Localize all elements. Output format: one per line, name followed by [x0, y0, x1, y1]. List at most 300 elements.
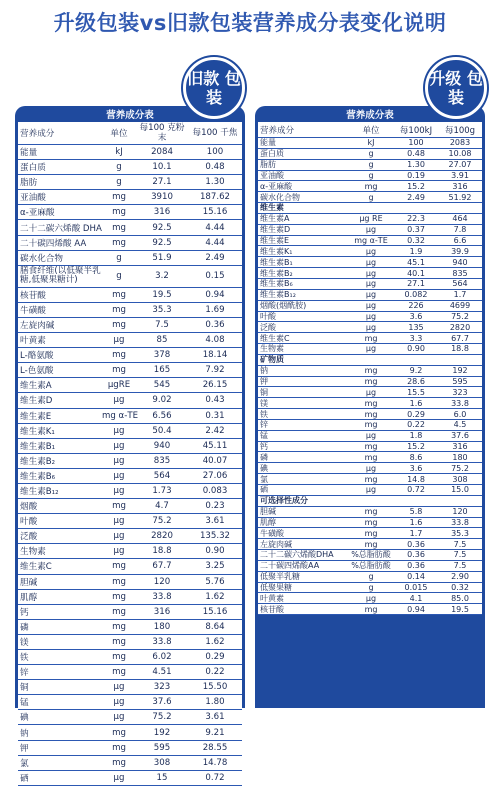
new-nutrient-unit: g [368, 160, 374, 170]
old-value-col1: 545 [153, 380, 171, 391]
new-value-col2: 75.2 [451, 311, 469, 321]
new-nutrient-unit: mg [364, 539, 378, 549]
old-nutrient-unit: μg [113, 682, 125, 693]
old-nutrient-unit: mg [112, 289, 126, 300]
old-value-col1: 564 [153, 470, 171, 481]
old-table-row [18, 378, 242, 393]
new-table-row [258, 268, 482, 279]
new-value-col1: 14.8 [407, 474, 425, 484]
old-nutrient-name: 维生素B₆ [20, 471, 56, 482]
old-value-col1: 3910 [151, 192, 173, 203]
old-value-col2: 0.72 [205, 772, 225, 783]
new-table-row [258, 279, 482, 290]
new-value-col1: 15.5 [407, 387, 425, 397]
new-nutrition-panel [255, 106, 485, 708]
old-nutrient-name: 叶酸 [20, 517, 38, 528]
old-nutrient-unit: μg [113, 486, 125, 497]
new-value-col2: 1.7 [453, 290, 467, 300]
old-table-row [18, 725, 242, 740]
old-nutrient-unit: mg [112, 742, 126, 753]
old-nutrient-unit: mg [112, 222, 126, 233]
new-value-col1: 1.9 [409, 246, 423, 256]
old-table-row [18, 190, 242, 205]
new-value-col1: 0.082 [404, 290, 428, 300]
old-table-row [18, 484, 242, 499]
old-nutrient-unit: g [116, 162, 122, 173]
old-nutrient-name: L-酪氨酸 [20, 351, 54, 362]
new-table-row [258, 593, 482, 604]
old-nutrient-name: 生物素 [20, 547, 46, 558]
new-nutrient-name: 蛋白质 [260, 149, 284, 159]
old-value-col2: 0.083 [202, 486, 228, 497]
old-nutrient-name: 钠 [20, 728, 29, 739]
new-value-col2: 6.6 [453, 236, 467, 246]
new-value-col1: 226 [408, 301, 424, 311]
new-value-col1: 1.30 [407, 160, 425, 170]
new-value-col2: 6.0 [453, 409, 467, 419]
new-table-row [258, 344, 482, 355]
old-value-col2: 3.25 [205, 561, 225, 572]
old-nutrient-unit: μg [113, 425, 125, 436]
new-table-row [258, 377, 482, 388]
new-nutrient-name: 维生素B₁ [260, 257, 293, 267]
new-value-col1: 45.1 [407, 257, 425, 267]
new-value-col2: 19.5 [451, 604, 469, 614]
old-nutrient-name: 蛋白质 [20, 163, 46, 174]
new-nutrient-name: 钙 [260, 442, 268, 452]
old-nutrient-unit: μg [113, 440, 125, 451]
new-nutrient-name: 生物素 [260, 344, 284, 354]
old-value-col1: 33.8 [152, 636, 172, 647]
new-value-col2: 4699 [449, 301, 471, 311]
old-nutrition-panel [15, 106, 245, 784]
old-value-col1: 2084 [151, 147, 173, 158]
new-value-col1: 0.22 [407, 420, 425, 430]
old-value-col1: 165 [153, 365, 171, 376]
new-table-row [258, 301, 482, 312]
old-nutrient-name: 烟酸 [20, 502, 38, 513]
old-value-col1: 4.51 [152, 667, 172, 678]
old-value-col1: 33.8 [152, 591, 172, 602]
new-table-row [258, 431, 482, 442]
new-value-col2: 0.32 [451, 583, 469, 593]
new-nutrient-name: 维生素B₆ [260, 279, 293, 289]
old-nutrient-name: 维生素B₁₂ [20, 487, 59, 498]
new-nutrient-unit: mg [364, 420, 378, 430]
new-table-row [258, 572, 482, 583]
new-table-row [258, 496, 482, 507]
old-value-col1: 316 [153, 606, 171, 617]
old-nutrient-name: 左旋肉碱 [20, 320, 55, 331]
new-value-col2: 120 [452, 507, 468, 517]
old-value-col1: 4.7 [155, 501, 169, 512]
old-value-col2: 2.42 [205, 425, 225, 436]
new-table-row [258, 561, 482, 572]
new-nutrient-unit: mg [364, 398, 378, 408]
new-nutrient-name: 铜 [260, 387, 268, 397]
new-nutrient-unit: μg [365, 257, 377, 267]
old-table-row [18, 288, 242, 303]
new-value-col1: 0.37 [407, 225, 425, 235]
new-nutrient-name: 二十碳四烯酸AA [260, 561, 320, 571]
new-value-col1: 1.6 [409, 398, 423, 408]
old-table-row [18, 499, 242, 514]
old-value-col1: 378 [153, 350, 171, 361]
new-table-row [258, 214, 482, 225]
old-value-col2: 0.48 [205, 162, 225, 173]
new-nutrient-name: 二十二碳六烯酸DHA [260, 550, 334, 560]
new-value-col1: 1.7 [409, 528, 423, 538]
old-nutrient-name: 碘 [20, 713, 29, 724]
old-nutrient-name: 亚油酸 [20, 193, 46, 204]
old-value-col2: 1.80 [205, 697, 225, 708]
new-nutrient-name: 牛磺酸 [260, 528, 284, 538]
new-nutrient-name: 肌醇 [260, 517, 276, 527]
new-value-col2: 39.9 [451, 246, 469, 256]
new-table-row [258, 442, 482, 453]
old-nutrient-unit: mg [112, 561, 126, 572]
new-nutrient-unit: g [368, 149, 374, 159]
old-value-col2: 0.94 [205, 289, 225, 300]
new-nutrient-unit: mg α-TE [354, 236, 388, 246]
new-nutrient-name: 左旋肉碱 [260, 539, 292, 549]
new-table-row [258, 485, 482, 496]
old-nutrient-unit: μg [113, 335, 125, 346]
new-value-col1: 3.6 [409, 463, 423, 473]
new-value-col2: 2.90 [451, 572, 469, 582]
old-nutrient-unit: mg [112, 621, 126, 632]
new-value-col2: 940 [452, 257, 468, 267]
old-table-row [18, 454, 242, 469]
old-value-col2: 9.21 [205, 727, 225, 738]
old-table-row [18, 650, 242, 665]
new-nutrient-unit: mg [364, 409, 378, 419]
old-value-col2: 3.61 [205, 516, 225, 527]
old-table-row [18, 756, 242, 771]
old-nutrient-name: 膳食纤维(以低聚半乳糖,低聚果糖计) [20, 266, 101, 286]
new-nutrient-name: 烟酸(烟酰胺) [260, 301, 307, 311]
old-value-col1: 10.1 [152, 162, 172, 173]
new-nutrient-unit: μg [365, 387, 377, 397]
old-nutrient-name: 硒 [20, 773, 29, 784]
new-table-row [258, 398, 482, 409]
old-nutrient-unit: mg [112, 757, 126, 768]
old-nutrient-name: 泛酸 [20, 532, 38, 543]
old-value-col1: 18.8 [152, 546, 172, 557]
new-value-col2: 180 [452, 452, 468, 462]
new-table-row [258, 290, 482, 301]
old-value-col1: 308 [153, 757, 171, 768]
old-value-col2: 7.92 [205, 365, 225, 376]
old-nutrient-unit: μg [113, 531, 125, 542]
new-header-col1: 每100kJ [399, 125, 433, 136]
old-header-unit: 单位 [110, 129, 128, 139]
old-nutrient-name: 维生素B₁ [20, 441, 56, 452]
new-nutrient-name: 钠 [260, 366, 268, 376]
new-nutrient-name: 维生素 [260, 203, 284, 213]
old-value-col1: 316 [153, 207, 171, 218]
old-nutrient-name: 能量 [20, 148, 38, 159]
new-value-col1: 40.1 [407, 268, 425, 278]
old-table-row [18, 741, 242, 756]
old-value-col2: 28.55 [202, 742, 228, 753]
new-value-col2: 464 [452, 214, 468, 224]
old-value-col2: 0.43 [205, 395, 225, 406]
old-value-col1: 67.7 [152, 561, 172, 572]
new-value-col1: 2.49 [407, 192, 425, 202]
old-nutrient-name: 氯 [20, 758, 29, 769]
new-table-row [258, 420, 482, 431]
new-nutrient-name: 叶酸 [260, 311, 276, 321]
new-value-col2: 2820 [449, 322, 471, 332]
old-value-col1: 6.02 [152, 652, 172, 663]
new-value-col2: 835 [452, 268, 468, 278]
old-table-row [18, 469, 242, 484]
new-nutrient-unit: mg [364, 604, 378, 614]
new-value-col2: 564 [452, 279, 468, 289]
old-nutrient-unit: mg [112, 501, 126, 512]
new-value-col1: 0.19 [407, 170, 425, 180]
old-nutrient-name: 钙 [20, 607, 29, 618]
new-value-col2: 15.0 [451, 485, 469, 495]
new-table-row [258, 203, 482, 214]
old-nutrient-name: 维生素D [20, 396, 53, 407]
old-nutrient-name: 铜 [20, 683, 29, 694]
old-table-row [18, 409, 242, 424]
new-value-col2: 7.5 [453, 539, 467, 549]
old-table-row [18, 333, 242, 348]
new-header-col2: 每100g [444, 125, 476, 136]
old-table-row [18, 220, 242, 235]
old-value-col1: 92.5 [152, 237, 172, 248]
new-nutrient-name: 脂肪 [260, 160, 276, 170]
old-value-col1: 75.2 [152, 516, 172, 527]
new-nutrient-name: 维生素A [260, 214, 290, 224]
old-nutrient-unit: μg [113, 516, 125, 527]
old-value-col2: 0.36 [205, 319, 225, 330]
new-nutrient-name: 碳水化合物 [260, 192, 300, 202]
old-value-col2: 135.32 [199, 531, 231, 542]
new-value-col1: 15.2 [407, 442, 425, 452]
new-value-col2: 7.5 [453, 550, 467, 560]
new-value-col2: 85.0 [451, 593, 469, 603]
old-value-col1: 1.73 [152, 486, 172, 497]
new-nutrient-unit: μg [365, 322, 377, 332]
new-table-row [258, 149, 482, 160]
new-nutrient-unit: mg [364, 517, 378, 527]
new-value-col1: 1.8 [409, 431, 423, 441]
new-nutrient-name: 维生素C [260, 333, 290, 343]
new-nutrient-name: 核苷酸 [260, 604, 284, 614]
old-value-col1: 180 [153, 621, 171, 632]
new-value-col2: 35.3 [451, 528, 469, 538]
new-nutrient-name: 低聚果糖 [260, 583, 292, 593]
old-nutrient-unit: kJ [115, 147, 123, 158]
new-value-col2: 10.08 [448, 149, 472, 159]
new-value-col2: 27.07 [448, 160, 472, 170]
old-table-row [18, 665, 242, 680]
new-table-row [258, 333, 482, 344]
new-value-col1: 0.14 [407, 572, 425, 582]
new-table-row [258, 236, 482, 247]
old-nutrient-unit: mg [112, 207, 126, 218]
new-nutrient-unit: mg [364, 507, 378, 517]
new-value-col1: 0.36 [407, 539, 425, 549]
old-nutrient-unit: mg [112, 652, 126, 663]
old-value-col1: 940 [153, 440, 171, 451]
old-table-row [18, 439, 242, 454]
new-value-col2: 308 [452, 474, 468, 484]
old-table-row [18, 514, 242, 529]
new-nutrient-unit: μg [365, 279, 377, 289]
old-value-col2: 0.31 [205, 410, 225, 421]
old-value-col2: 0.22 [205, 667, 225, 678]
new-nutrient-unit: mg [364, 181, 378, 191]
new-table-row [258, 138, 482, 149]
old-value-col2: 3.61 [205, 712, 225, 723]
new-nutrient-unit: μg [365, 431, 377, 441]
new-nutrient-name: 低聚半乳糖 [260, 572, 300, 582]
old-value-col1: 7.5 [155, 319, 169, 330]
new-nutrient-name: 泛酸 [260, 322, 276, 332]
new-value-col2: 67.7 [451, 333, 469, 343]
old-package-badge: 旧款 包装 [183, 57, 245, 119]
old-value-col2: 187.62 [199, 192, 231, 203]
new-value-col1: 3.6 [409, 311, 423, 321]
new-nutrient-unit: μg [365, 311, 377, 321]
new-table-row [258, 409, 482, 420]
old-value-col2: 100 [206, 147, 224, 158]
old-nutrient-name: 铁 [20, 653, 29, 664]
new-value-col1: 0.90 [407, 344, 425, 354]
new-package-badge: 升级 包装 [425, 57, 487, 119]
new-value-col1: 4.1 [409, 593, 423, 603]
new-nutrient-unit: μg [365, 290, 377, 300]
old-nutrient-unit: μg [113, 395, 125, 406]
old-nutrient-name: α-亚麻酸 [20, 208, 55, 219]
old-nutrient-name: 脂肪 [20, 178, 38, 189]
new-nutrient-name: 钾 [260, 376, 268, 386]
old-table-row [18, 680, 242, 695]
old-nutrient-name: L-色氨酸 [20, 366, 54, 377]
new-value-col2: 192 [452, 366, 468, 376]
new-nutrient-name: 维生素K₁ [260, 246, 293, 256]
new-value-col2: 75.2 [451, 463, 469, 473]
new-nutrition-table [258, 122, 482, 615]
old-value-col2: 15.16 [202, 207, 228, 218]
new-nutrient-unit: g [368, 583, 374, 593]
old-value-col2: 2.49 [205, 252, 225, 263]
old-table-row [18, 160, 242, 175]
old-table-row [18, 695, 242, 710]
old-value-col2: 45.11 [202, 440, 228, 451]
old-value-col1: 595 [153, 742, 171, 753]
new-nutrient-name: 氯 [260, 474, 268, 484]
new-value-col1: 5.8 [409, 507, 423, 517]
new-value-col1: 0.015 [404, 583, 428, 593]
old-nutrient-unit: μg [113, 546, 125, 557]
old-nutrient-name: 锌 [20, 668, 29, 679]
old-table-row [18, 205, 242, 220]
old-value-col2: 4.44 [205, 222, 225, 233]
old-table-row [18, 266, 242, 288]
old-nutrient-unit: g [116, 271, 122, 282]
new-nutrient-name: 亚油酸 [260, 170, 284, 180]
old-nutrient-unit: mg [112, 667, 126, 678]
new-value-col2: 18.8 [451, 344, 469, 354]
new-value-col2: 7.8 [453, 225, 467, 235]
new-nutrient-unit: kJ [367, 138, 375, 148]
old-value-col2: 8.64 [205, 621, 225, 632]
old-table-row [18, 393, 242, 408]
new-value-col1: 27.1 [407, 279, 425, 289]
old-nutrient-unit: mg [112, 727, 126, 738]
old-value-col2: 15.50 [202, 682, 228, 693]
new-value-col2: 316 [452, 442, 468, 452]
new-table-row [258, 355, 482, 366]
old-value-col2: 5.76 [205, 576, 225, 587]
new-value-col2: 33.8 [451, 398, 469, 408]
new-table-header [258, 122, 482, 138]
old-value-col1: 75.2 [152, 712, 172, 723]
old-table-row [18, 710, 242, 725]
old-nutrient-name: 核苷酸 [20, 290, 46, 301]
old-table-row [18, 605, 242, 620]
new-table-row [258, 507, 482, 518]
old-table-row [18, 529, 242, 544]
new-value-col2: 7.5 [453, 561, 467, 571]
new-nutrient-name: 维生素B₂ [260, 268, 293, 278]
old-value-col2: 15.16 [202, 606, 228, 617]
new-nutrient-name: 磷 [260, 452, 268, 462]
new-value-col1: 1.6 [409, 517, 423, 527]
old-value-col2: 1.30 [205, 177, 225, 188]
old-nutrient-name: 维生素E [20, 411, 52, 422]
new-table-row [258, 583, 482, 594]
new-nutrient-name: 铁 [260, 409, 268, 419]
new-nutrient-name: 锌 [260, 420, 268, 430]
new-value-col1: 8.6 [409, 452, 423, 462]
new-nutrient-unit: mg [364, 333, 378, 343]
old-value-col1: 51.9 [152, 252, 172, 263]
new-value-col1: 0.94 [407, 604, 425, 614]
old-nutrient-unit: μg [113, 772, 125, 783]
new-table-row [258, 474, 482, 485]
new-table-row [258, 528, 482, 539]
old-nutrient-name: 维生素B₂ [20, 456, 56, 467]
old-table-row [18, 635, 242, 650]
old-panel-heading: 营养成分表 [106, 110, 154, 121]
new-value-col1: 0.29 [407, 409, 425, 419]
old-value-col2: 14.78 [202, 757, 228, 768]
new-value-col2: 4.5 [453, 420, 467, 430]
old-value-col1: 92.5 [152, 222, 172, 233]
old-nutrient-unit: mg [112, 237, 126, 248]
new-table-row [258, 452, 482, 463]
new-nutrient-unit: g [368, 170, 374, 180]
old-nutrient-unit: g [116, 177, 122, 188]
new-nutrient-unit: mg [364, 366, 378, 376]
new-value-col1: 0.72 [407, 485, 425, 495]
new-value-col1: 3.3 [409, 333, 423, 343]
old-value-col2: 1.62 [205, 636, 225, 647]
old-value-col1: 192 [153, 727, 171, 738]
old-nutrient-unit: mg [112, 319, 126, 330]
new-nutrient-name: 维生素E [260, 236, 290, 246]
new-value-col1: 0.48 [407, 149, 425, 159]
new-nutrient-name: 可选择性成分 [260, 496, 308, 506]
old-table-row [18, 771, 242, 786]
